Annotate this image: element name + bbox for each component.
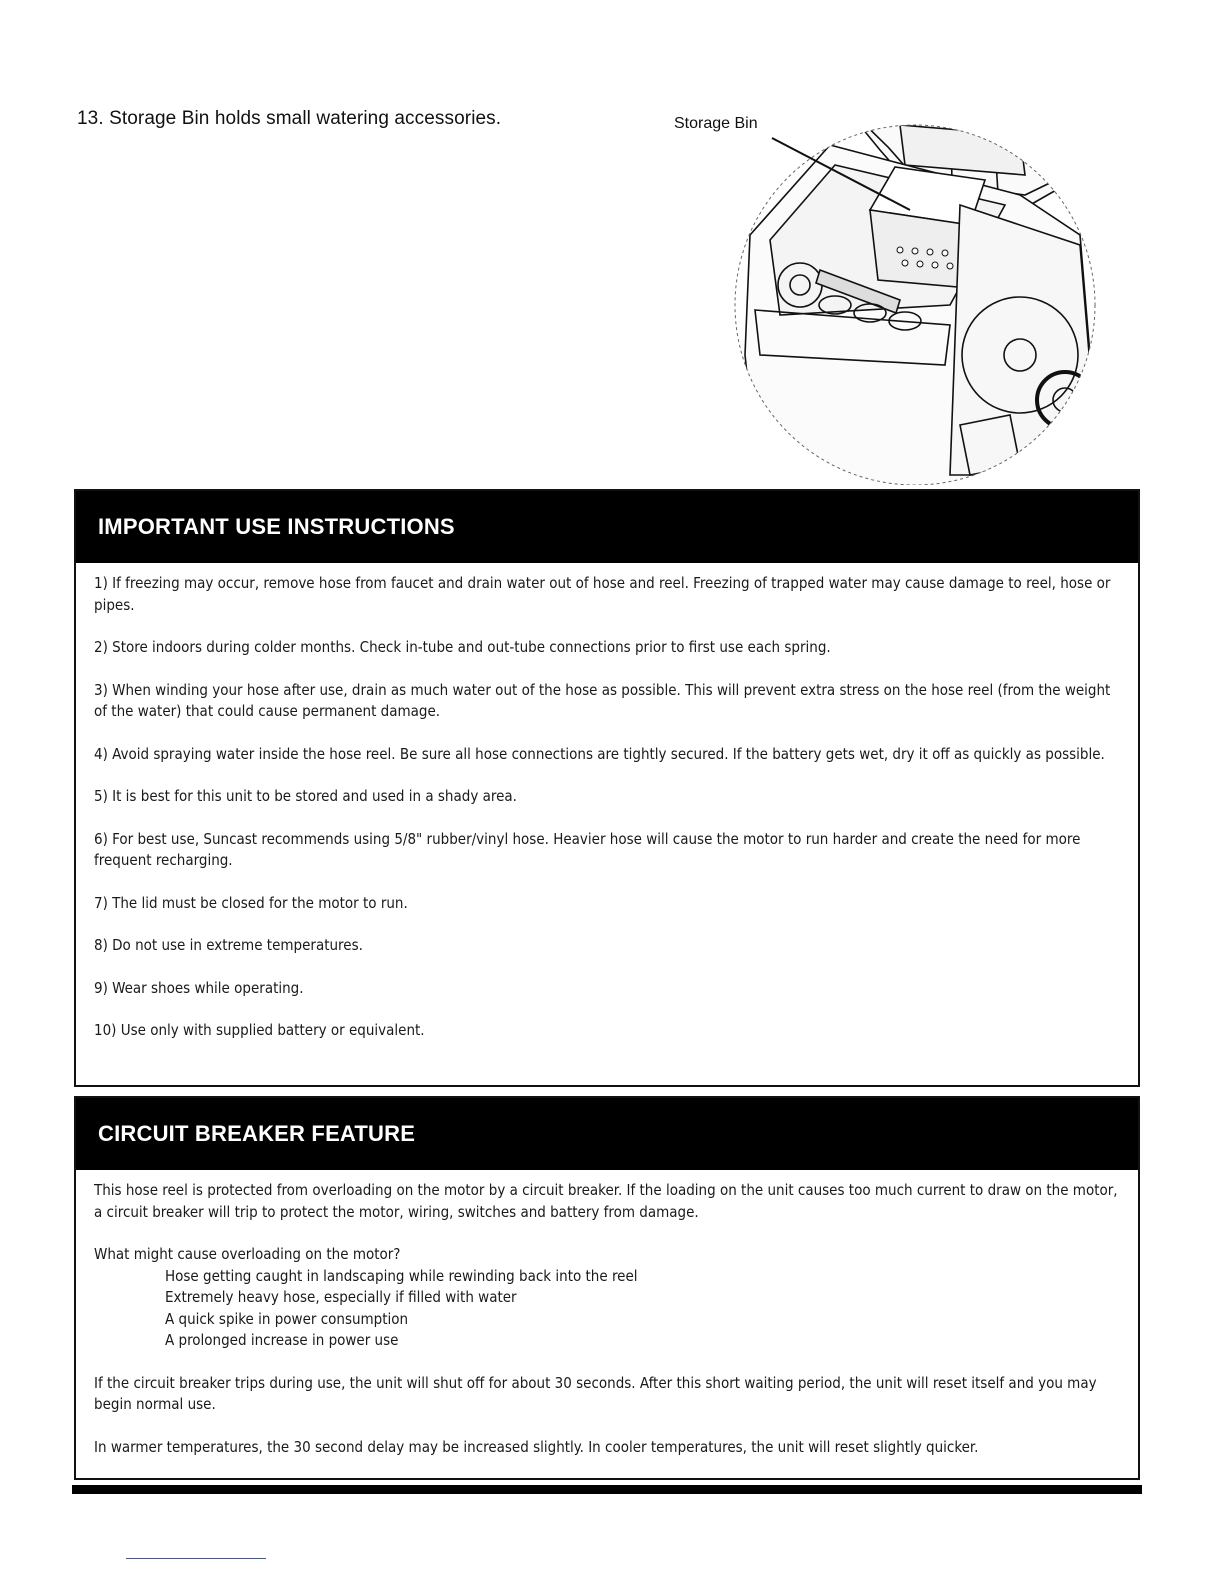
instruction-item: 9) Wear shoes while operating. <box>94 978 304 997</box>
circuit-reset-text: If the circuit breaker trips during use, the unit will shut off for about 30 seconds. After this short waiting period, the unit will reset itself and you may begin normal use. <box>94 1373 1097 1413</box>
instruction-item: 5) It is best for this unit to be stored and used in a shady area. <box>94 787 517 805</box>
instructions-title: IMPORTANT USE INSTRUCTIONS <box>76 491 1138 563</box>
overload-question: What might cause overloading on the motor? <box>94 1245 401 1263</box>
hose-reel-figure <box>660 55 1100 485</box>
circuit-breaker-title: CIRCUIT BREAKER FEATURE <box>76 1098 1138 1170</box>
instruction-item: 10) Use only with supplied battery or equivalent. <box>94 1021 425 1039</box>
footer-underline <box>126 1558 266 1559</box>
overload-cause: Hose getting caught in landscaping while rewinding back into the reel <box>165 1266 638 1285</box>
storage-bin-callout: Storage Bin <box>674 115 758 132</box>
instruction-item: 2) Store indoors during colder months. Check in-tube and out-tube connections prior to first use each spring. <box>94 638 831 656</box>
circuit-breaker-body <box>76 1170 1138 1458</box>
overload-cause: A prolonged increase in power use <box>165 1331 399 1349</box>
instruction-item: 7) The lid must be closed for the motor to run. <box>94 893 408 912</box>
circuit-breaker-box <box>74 1096 1140 1480</box>
overload-cause: A quick spike in power consumption <box>165 1309 409 1328</box>
storage-bin-step: 13. Storage Bin holds small watering accessories. <box>77 108 502 129</box>
instructions-list <box>76 563 1138 1042</box>
instruction-item: 8) Do not use in extreme temperatures. <box>94 936 363 954</box>
instruction-item: 1) If freezing may occur, remove hose from faucet and drain water out of hose and reel. Freezing of trapped water may cause damage to reel, hose or pipes. <box>94 574 1111 614</box>
overload-cause: Extremely heavy hose, especially if filled with water <box>165 1288 517 1306</box>
instruction-item: 4) Avoid spraying water inside the hose reel. Be sure all hose connections are tightly secured. If the battery gets wet, dry it off as quickly as possible. <box>94 744 1105 763</box>
bottom-rule <box>72 1485 1142 1494</box>
instruction-item: 3) When winding your hose after use, drain as much water out of the hose as possible. This will prevent extra stress on the hose reel (from the weight of the water) that could cause permanent damage. <box>94 680 1111 720</box>
important-use-instructions-box <box>74 489 1140 1087</box>
circuit-temperature-text: In warmer temperatures, the 30 second delay may be increased slightly. In cooler temperatures, the unit will reset slightly quicker. <box>94 1437 979 1456</box>
instruction-item: 6) For best use, Suncast recommends using 5/8" rubber/vinyl hose. Heavier hose will cause the motor to run harder and create the need for more frequent recharging. <box>94 829 1081 869</box>
circuit-intro: This hose reel is protected from overloading on the motor by a circuit breaker. If the loading on the unit causes too much current to draw on the motor, a circuit breaker will trip to protect the motor, wiring, switches and battery from damage. <box>94 1181 1118 1221</box>
